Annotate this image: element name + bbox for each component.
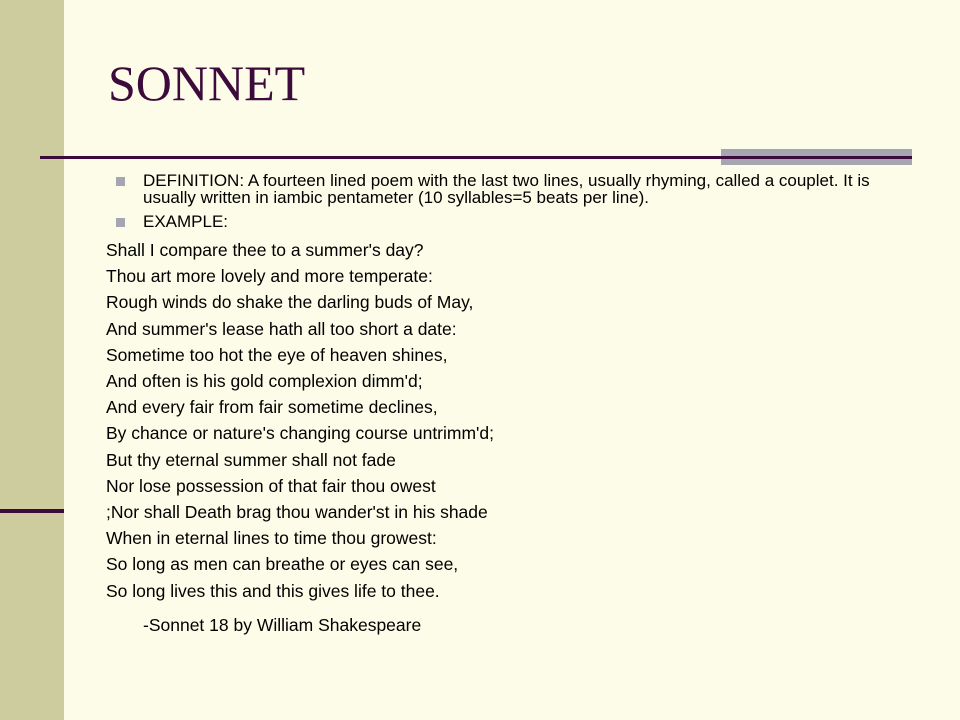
definition-text: DEFINITION: A fourteen lined poem with the last two lines, usually rhyming, called a couplet. It is usually written in iambic pentameter (10 syllables=5 beats per line). <box>143 171 870 207</box>
poem-line: Nor lose possession of that fair thou owest <box>106 475 436 496</box>
left-accent-line <box>0 509 64 513</box>
poem-line: By chance or nature's changing course untrimm'd; <box>106 423 494 444</box>
poem-line: When in eternal lines to time thou growest: <box>106 528 437 549</box>
title-rule <box>40 156 912 159</box>
example-label: EXAMPLE: <box>143 212 229 231</box>
poem-line: So long lives this and this gives life to thee. <box>106 580 440 601</box>
slide-title: SONNET <box>108 55 306 111</box>
poem <box>106 237 906 604</box>
slide-body <box>106 172 906 636</box>
attribution: -Sonnet 18 by William Shakespeare <box>143 614 422 635</box>
poem-line: Thou art more lovely and more temperate: <box>106 266 433 287</box>
poem-line: Shall I compare thee to a summer's day? <box>106 240 424 260</box>
bullet-square-icon <box>116 218 125 227</box>
poem-line: ;Nor shall Death brag thou wander'st in his shade <box>106 502 488 523</box>
bullet-square-icon <box>116 177 125 186</box>
poem-line: And every fair from fair sometime declines, <box>106 397 438 418</box>
poem-line: Rough winds do shake the darling buds of May, <box>106 292 474 313</box>
definition-bullet <box>106 172 906 206</box>
left-sidebar-bar <box>0 0 64 720</box>
poem-line: And summer's lease hath all too short a date: <box>106 318 457 339</box>
poem-line: But thy eternal summer shall not fade <box>106 449 396 470</box>
poem-line: Sometime too hot the eye of heaven shines, <box>106 344 448 365</box>
example-bullet <box>106 213 906 230</box>
poem-line: And often is his gold complexion dimm'd; <box>106 371 423 392</box>
poem-line: So long as men can breathe or eyes can see, <box>106 554 459 575</box>
